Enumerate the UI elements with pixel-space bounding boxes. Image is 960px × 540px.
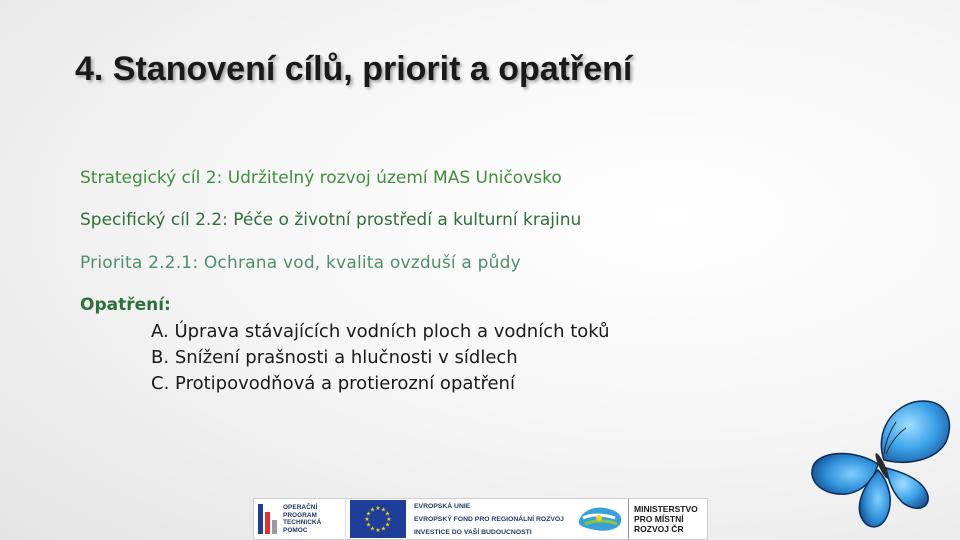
eu-line: EVROPSKÝ FOND PRO REGIONÁLNÍ ROZVOJ <box>414 515 564 523</box>
op-logo-text <box>283 504 321 534</box>
measure-letter: B. <box>151 347 170 368</box>
measures-label: Opatření: <box>80 295 171 315</box>
ministry-line: PRO MÍSTNÍ <box>634 514 684 524</box>
ministry-logo <box>628 499 707 539</box>
measure-item <box>151 371 610 397</box>
eu-line: EVROPSKÁ UNIE <box>414 502 471 510</box>
eu-star: ★ <box>380 506 387 514</box>
eu-star: ★ <box>375 527 381 534</box>
eu-star: ★ <box>380 525 387 533</box>
op-logo-line: TECHNICKÁ <box>283 519 322 526</box>
measure-letter: C. <box>151 373 170 394</box>
czech-regions-logo-icon <box>575 504 625 534</box>
measure-text: Snížení prašnosti a hlučnosti v sídlech <box>174 347 518 368</box>
specific-goal: Specifický cíl 2.2: Péče o životní prostředí a kulturní krajinu <box>80 210 582 230</box>
eu-star: ★ <box>369 525 376 533</box>
op-logo-line: POMOC <box>283 526 308 534</box>
measure-text: Úprava stávajících vodních ploch a vodních toků <box>174 321 610 342</box>
eu-star: ★ <box>386 516 392 523</box>
measure-letter: A. <box>151 321 169 342</box>
eu-star: ★ <box>365 521 372 529</box>
footer-logos <box>253 498 708 540</box>
op-bars-logo-icon <box>258 504 279 534</box>
eu-star: ★ <box>375 505 381 512</box>
strategic-goal: Strategický cíl 2: Udržitelný rozvoj území MAS Uničovsko <box>80 168 562 188</box>
measure-item <box>151 345 610 371</box>
eu-star: ★ <box>384 521 391 529</box>
measure-item <box>151 319 610 345</box>
eu-line: INVESTICE DO VAŠÍ BUDOUCNOSTI <box>414 528 532 536</box>
op-logo-line: PROGRAM <box>283 511 317 519</box>
eu-flag-icon <box>350 500 406 538</box>
eu-star: ★ <box>369 506 376 514</box>
eu-star: ★ <box>384 510 391 518</box>
op-logo-line: OPERAČNÍ <box>283 504 318 511</box>
czech-regions-logo <box>572 499 628 539</box>
eu-star: ★ <box>364 516 370 523</box>
op-logo <box>254 499 346 539</box>
priority: Priorita 2.2.1: Ochrana vod, kvalita ovzduší a půdy <box>80 253 521 273</box>
butterfly-icon <box>806 398 956 538</box>
slide-title: 4. Stanovení cílů, priorit a opatření <box>75 50 633 88</box>
eu-text <box>410 499 572 539</box>
eu-flag <box>346 499 410 539</box>
eu-star: ★ <box>365 510 372 518</box>
ministry-line: MINISTERSTVO <box>634 504 698 514</box>
measures-list <box>151 319 610 397</box>
ministry-line: ROZVOJ ČR <box>634 524 684 534</box>
measure-text: Protipovodňová a protierozní opatření <box>175 373 515 394</box>
